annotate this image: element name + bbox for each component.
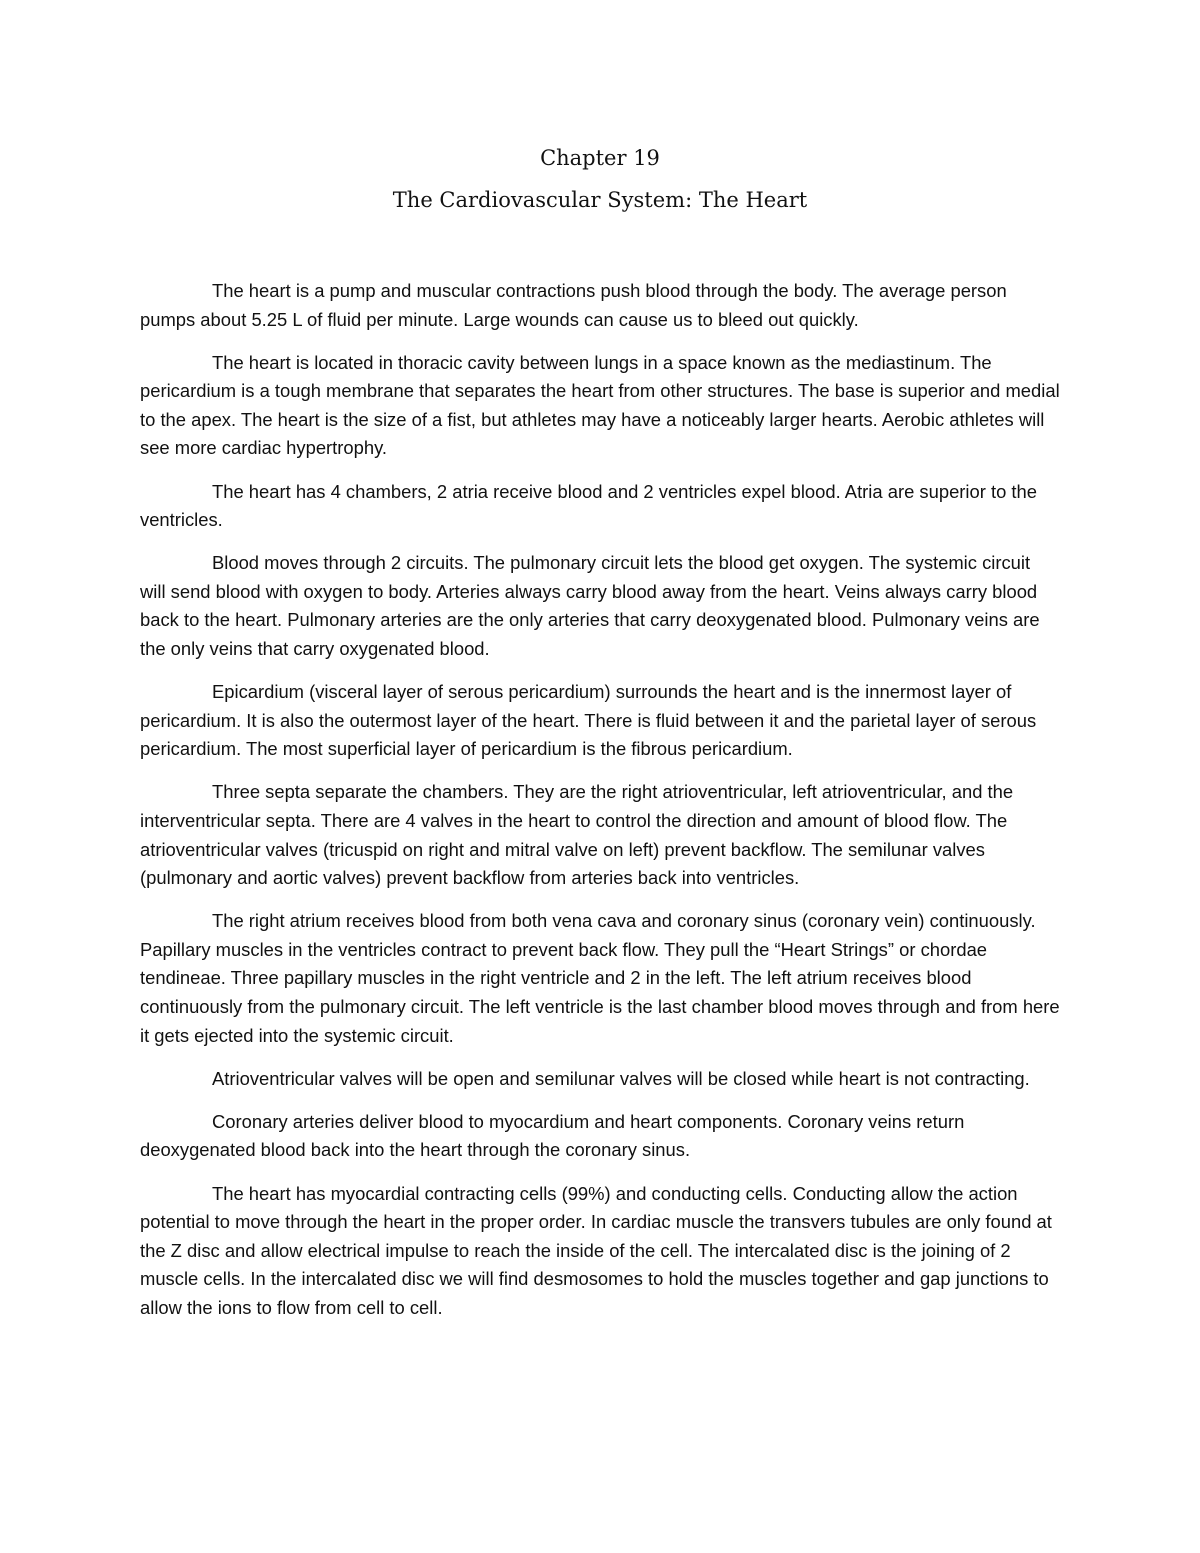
paragraph-9: Coronary arteries deliver blood to myocardium and heart components. Coronary veins return deoxygenated blood back into the heart through the coronary sinus.: [140, 1110, 965, 1161]
paragraph-3: The heart has 4 chambers, 2 atria receive blood and 2 ventricles expel blood. Atria are superior to the ventricles.: [140, 480, 1037, 531]
paragraph-8: Atrioventricular valves will be open and semilunar valves will be closed while heart is not contracting.: [212, 1067, 1030, 1089]
paragraph-1: The heart is a pump and muscular contractions push blood through the body. The average person pumps about 5.25 L of fluid per minute. Large wounds can cause us to bleed out quickly.: [140, 280, 1007, 330]
paragraph-4: Blood moves through 2 circuits. The pulmonary circuit lets the blood get oxygen. The systemic circuit will send blood with oxygen to body. Arteries always carry blood away from the heart. Veins always carry blood back to the heart. Pulmonary arteries are the only arteries that carry deoxygenated blood. Pulmonary veins are the only veins that carry oxygenated blood.: [140, 552, 1040, 660]
chapter-heading: Chapter 19: [540, 146, 660, 170]
paragraph-6: Three septa separate the chambers. They are the right atrioventricular, left atrioventricular, and the interventricular septa. There are 4 valves in the heart to control the direction and amount of blood flow. The atrioventricular valves (tricuspid on right and mitral valve on left) prevent backflow. The semilunar valves (pulmonary and aortic valves) prevent backflow from arteries back into ventricles.: [140, 781, 1014, 889]
paragraph-2: The heart is located in thoracic cavity between lungs in a space known as the mediastinum. The pericardium is a tough membrane that separates the heart from other structures. The base is superior and medial to the apex. The heart is the size of a fist, but athletes may have a noticeably larger hearts. Aerobic athletes will see more cardiac hypertrophy.: [140, 351, 1060, 459]
paragraph-10: The heart has myocardial contracting cells (99%) and conducting cells. Conducting allow the action potential to move through the heart in the proper order. In cardiac muscle the transvers tubules are only found at the Z disc and allow electrical impulse to reach the inside of the cell. The intercalated disc is the joining of 2 muscle cells. In the intercalated disc we will find desmosomes to hold the muscles together and gap junctions to allow the ions to flow from cell to cell.: [140, 1182, 1052, 1318]
paragraph-5: Epicardium (visceral layer of serous pericardium) surrounds the heart and is the innermost layer of pericardium. It is also the outermost layer of the heart. There is fluid between it and the parietal layer of serous pericardium. The most superficial layer of pericardium is the fibrous pericardium.: [140, 681, 1037, 760]
chapter-title: The Cardiovascular System: The Heart: [392, 188, 808, 212]
paragraph-7: The right atrium receives blood from both vena cava and coronary sinus (coronary vein) continuously. Papillary muscles in the ventricles contract to prevent back flow. They pull the “Heart Strings” or chordae tendineae. Three papillary muscles in the right ventricle and 2 in the left. The left atrium receives blood continuously from the pulmonary circuit. The left ventricle is the last chamber blood moves through and from here it gets ejected into the systemic circuit.: [140, 910, 1060, 1046]
document-body: [140, 277, 1060, 1337]
